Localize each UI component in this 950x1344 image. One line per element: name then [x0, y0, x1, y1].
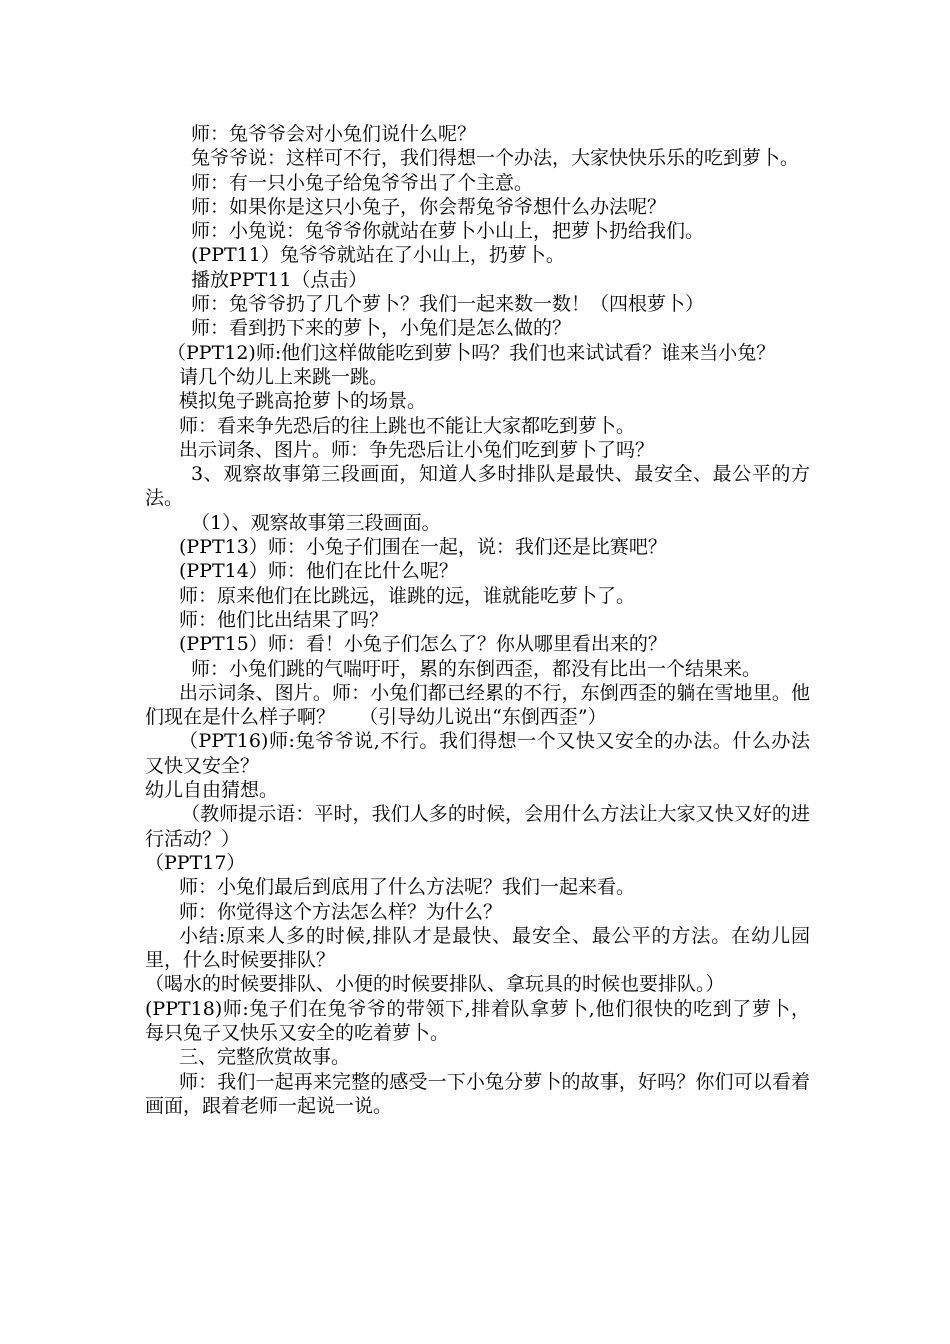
section-heading: 三、完整欣赏故事。	[179, 1046, 351, 1069]
paragraph: 师：兔爷爷扔了几个萝卜？我们一起来数一数！（四根萝卜）	[191, 293, 705, 316]
paragraph: （PPT17）	[145, 851, 246, 874]
paragraph: 师：我们一起再来完整的感受一下小兔分萝卜的故事，好吗？你们可以看着画面，跟着老师一起说一说。	[145, 1070, 810, 1117]
paragraph: 师：小兔说：兔爷爷你就站在萝卜小山上，把萝卜扔给我们。	[191, 220, 705, 243]
paragraph: 出示词条、图片。师：小兔们都已经累的不行，东倒西歪的躺在雪地里。他们现在是什么样子啊？ （引导幼儿说出“东倒西歪”）	[145, 681, 810, 729]
paragraph: 师：看来争先恐后的往上跳也不能让大家都吃到萝卜。	[179, 414, 636, 437]
subsection-heading: （1）、观察故事第三段画面。	[191, 511, 441, 534]
paragraph: 兔爷爷说：这样可不行，我们得想一个办法，大家快快乐乐的吃到萝卜。	[191, 147, 800, 170]
paragraph: 模拟兔子跳高抢萝卜的场景。	[179, 390, 427, 413]
paragraph: 师：有一只小兔子给兔爷爷出了个主意。	[191, 171, 534, 194]
paragraph: (PPT18)师:兔子们在兔爷爷的带领下,排着队拿萝卜,他们很快的吃到了萝卜，每只兔子又快乐又安全的吃着萝卜。	[145, 997, 810, 1044]
paragraph: （喝水的时候要排队、小便的时候要排队、拿玩具的时候也要排队。）	[145, 973, 725, 996]
paragraph: 播放PPT11（点击）	[191, 268, 368, 291]
paragraph: 小结:原来人多的时候,排队才是最快、最安全、最公平的方法。在幼儿园里，什么时候要排队？	[145, 924, 810, 972]
paragraph: （PPT16)师:兔爷爷说,不行。我们得想一个又快又安全的办法。什么办法又快又安全？	[145, 730, 810, 777]
paragraph: 师：原来他们在比跳远，谁跳的远，谁就能吃萝卜了。	[179, 584, 636, 607]
paragraph: 师：如果你是这只小兔子，你会帮兔爷爷想什么办法呢？	[191, 195, 667, 218]
paragraph: (PPT11）兔爷爷就站在了小山上，扔萝卜。	[191, 244, 565, 267]
paragraph: 请几个幼儿上来跳一跳。	[179, 365, 389, 388]
paragraph: (PPT13）师：小兔子们围在一起，说：我们还是比赛吧？	[179, 536, 667, 559]
document-page	[145, 122, 810, 1118]
paragraph: 出示词条、图片。师：争先恐后让小兔们吃到萝卜了吗？	[179, 438, 655, 461]
paragraph: (PPT15）师：看！小兔子们怎么了？你从哪里看出来的？	[179, 633, 667, 656]
paragraph: 师：小兔们最后到底用了什么方法呢？我们一起来看。	[179, 876, 636, 899]
paragraph: 师：你觉得这个方法怎么样？为什么？	[179, 900, 503, 923]
paragraph: （PPT12)师:他们这样做能吃到萝卜吗？我们也来试试看？谁来当小兔？	[167, 341, 776, 364]
paragraph: 幼儿自由猜想。	[145, 779, 279, 802]
paragraph: 师：小兔们跳的气喘吁吁，累的东倒西歪，都没有比出一个结果来。	[191, 657, 762, 680]
paragraph: 师：兔爷爷会对小兔们说什么呢？	[191, 123, 477, 145]
paragraph: 师：看到扔下来的萝卜，小兔们是怎么做的？	[191, 317, 572, 340]
paragraph: （教师提示语：平时，我们人多的时候，会用什么方法让大家又快又好的进行活动？）	[145, 803, 810, 850]
paragraph: 师：他们比出结果了吗？	[179, 608, 389, 631]
section-heading: 3、观察故事第三段画面，知道人多时排队是最快、最安全、最公平的方法。	[145, 463, 810, 510]
paragraph: (PPT14）师：他们在比什么呢？	[179, 560, 458, 583]
